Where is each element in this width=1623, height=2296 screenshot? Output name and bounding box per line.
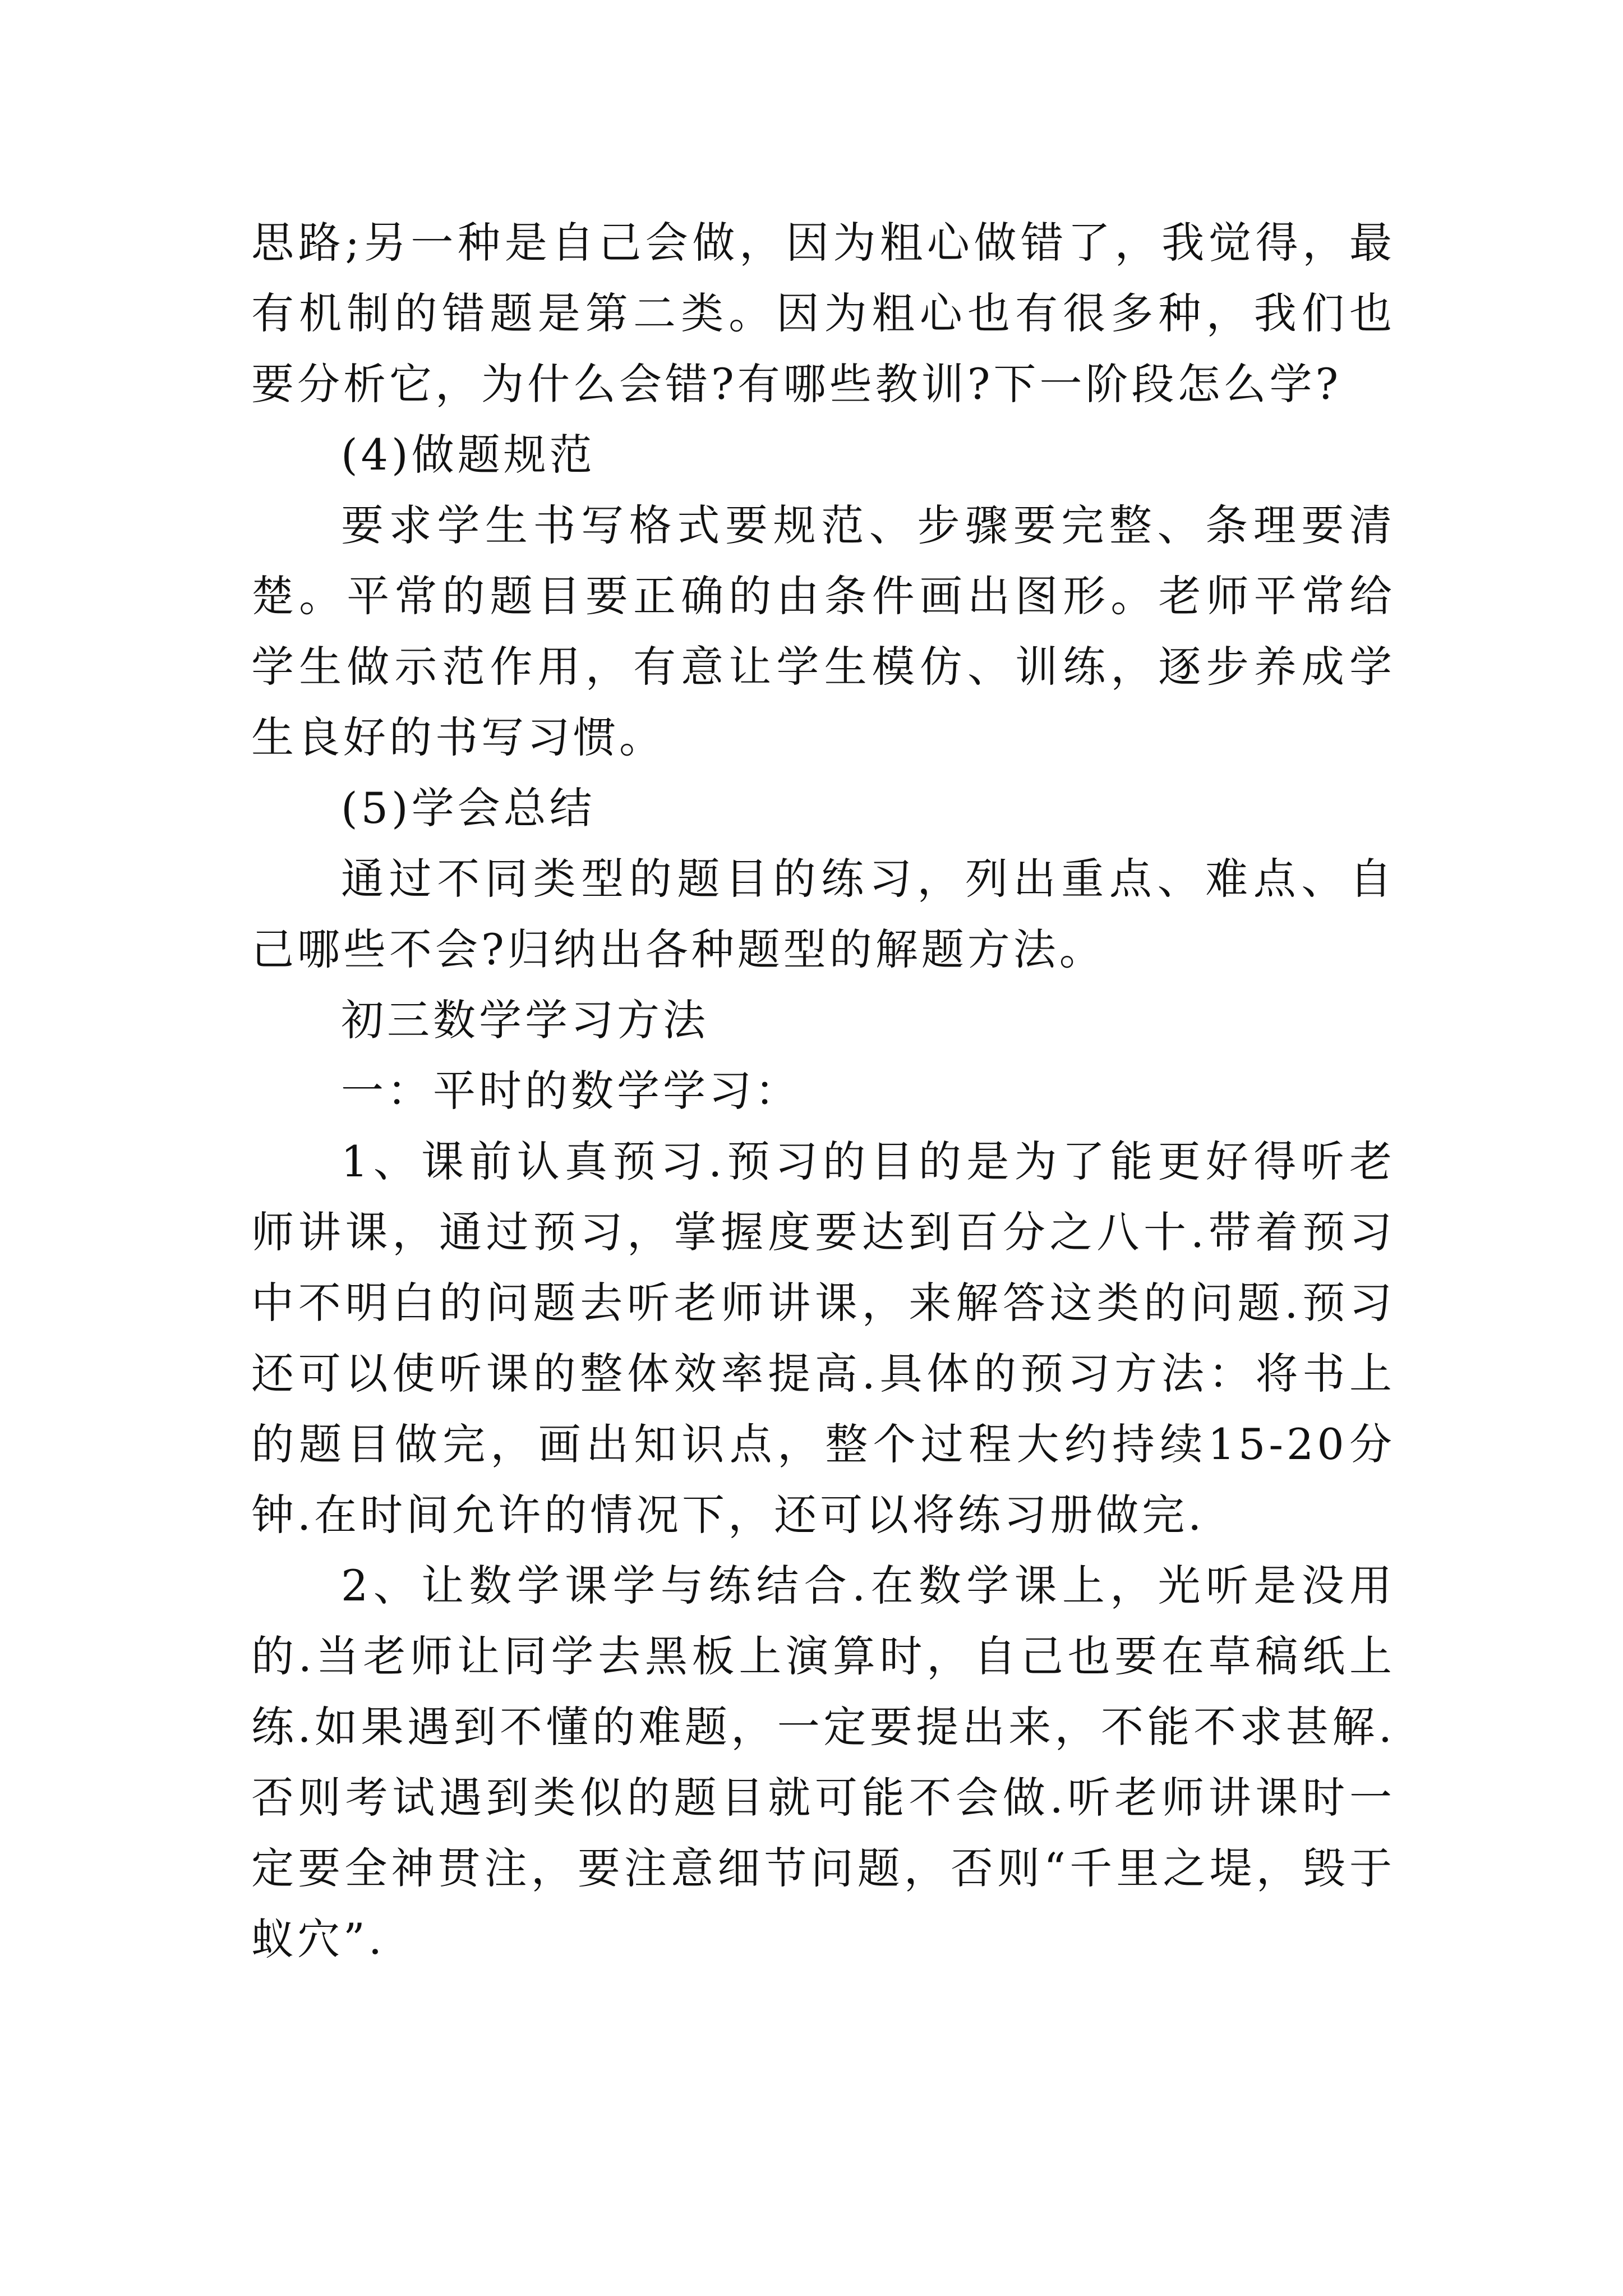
paragraph-summarize-methods: 通过不同类型的题目的练习，列出重点、难点、自己哪些不会?归纳出各种题型的解题方法。 xyxy=(251,854,1395,974)
paragraph-writing-standards: 要求学生书写格式要规范、步骤要完整、条理要清楚。平常的题目要正确的由条件画出图形。老师平常给学生做示范作用，有意让学生模仿、训练，逐步养成学生良好的书写习惯。 xyxy=(251,500,1395,762)
paragraph-preview-before-class: 1、课前认真预习.预习的目的是为了能更好得听老师讲课，通过预习，掌握度要达到百分之八十.带着预习中不明白的问题去听老师讲课，来解答这类的问题.预习还可以使听课的整体效率提高.具体的预习方法：将书上的题目做完，画出知识点，整个过程大约持续15-20分钟.在时间允许的情况下，还可以将练习册做完. xyxy=(251,1137,1395,1540)
heading-grade-nine-math-methods: 初三数学学习方法 xyxy=(341,995,709,1045)
document-body xyxy=(251,208,1395,1975)
heading-learn-to-summarize: (5)学会总结 xyxy=(341,783,596,833)
paragraph-error-analysis-continued: 思路;另一种是自己会做，因为粗心做错了，我觉得，最有机制的错题是第二类。因为粗心也有很多种，我们也要分析它，为什么会错?有哪些教训?下一阶段怎么学? xyxy=(251,218,1395,409)
heading-standard-problem-solving: (4)做题规范 xyxy=(341,430,596,480)
paragraph-learn-and-practice: 2、让数学课学与练结合.在数学课上，光听是没用的.当老师让同学去黑板上演算时，自己也要在草稿纸上练.如果遇到不懂的难题，一定要提出来，不能不求甚解.否则考试遇到类似的题目就可能不会做.听老师讲课时一定要全神贯注，要注意细节问题，否则“千里之堤，毁于蚁穴”. xyxy=(251,1561,1395,1964)
heading-daily-math-study: 一：平时的数学学习： xyxy=(341,1066,801,1116)
